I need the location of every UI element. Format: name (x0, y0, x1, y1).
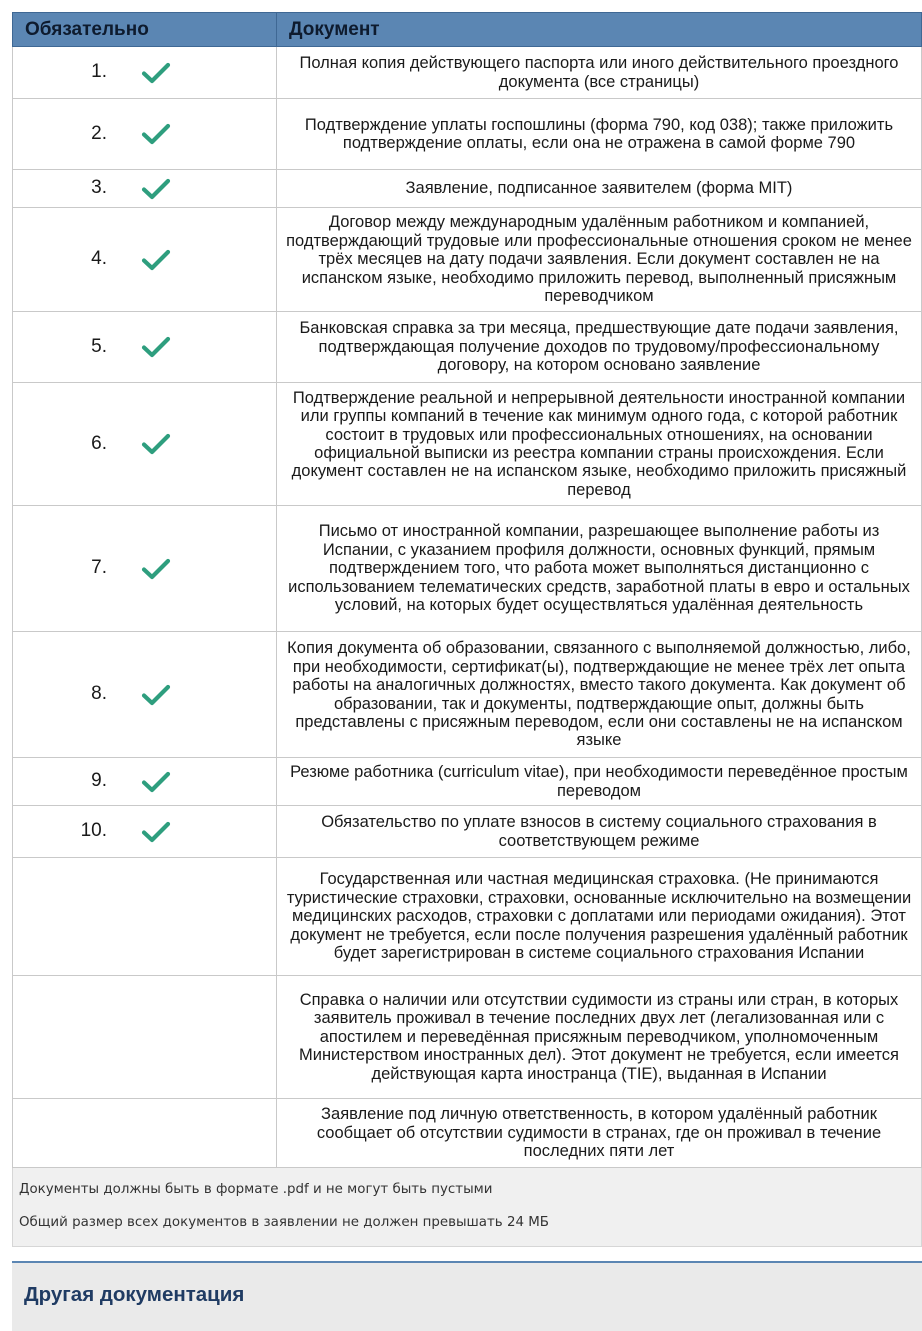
table-row (13, 47, 922, 99)
document-description: Справка о наличии или отсутствии судимости из страны или стран, в которых заявитель проживал в течение последних двух лет (легализованная или с апостилем и переведённая присяжным переводчиком, уполномоченным Министерством иностранных дел). Этот документ не требуется, если имеется действующая карта иностранца (TIE), выданная в Испании (277, 976, 922, 1099)
row-number: 3. (91, 177, 107, 199)
table-row (13, 806, 922, 858)
mandatory-cell (13, 99, 277, 170)
checkmark-icon (141, 820, 171, 844)
note-format: Документы должны быть в формате .pdf и не могут быть пустыми (19, 1182, 493, 1197)
document-description: Государственная или частная медицинская страховка. (Не принимаются туристические страховки, страховки, основанные исключительно на возмещении медицинских расходов, страховки с доплатами или периодами ожидания). Этот документ не требуется, если после получения разрешения удалённый работник будет зарегистрирован в системе социального страхования Испании (277, 858, 922, 976)
document-description: Полная копия действующего паспорта или иного действительного проездного документа (все страницы) (277, 47, 922, 99)
table-row (13, 1099, 922, 1168)
row-number: 8. (91, 683, 107, 705)
table-row (13, 858, 922, 976)
mandatory-cell (13, 1099, 277, 1168)
document-description: Резюме работника (curriculum vitae), при необходимости переведённое простым переводом (277, 758, 922, 806)
document-description: Заявление, подписанное заявителем (форма MIT) (277, 170, 922, 208)
checkmark-icon (141, 177, 171, 201)
checkmark-icon (141, 122, 171, 146)
document-description: Копия документа об образовании, связанного с выполняемой должностью, либо, при необходимости, сертификат(ы), подтверждающие не менее трёх лет опыта работы на аналогичных должностях, вместо такого документа. Как документ об образовании, так и документы, подтверждающие опыт, должны быть представлены с присяжным переводом, если они составлены не на испанском языке (277, 632, 922, 758)
document-description: Заявление под личную ответственность, в котором удалённый работник сообщает об отсутствии судимости в странах, где он проживал в течение последних пяти лет (277, 1099, 922, 1168)
table-row (13, 170, 922, 208)
mandatory-cell (13, 208, 277, 312)
mandatory-cell (13, 632, 277, 758)
mandatory-cell (13, 47, 277, 99)
table-row (13, 758, 922, 806)
other-documentation-section[interactable] (12, 1261, 922, 1331)
table-row (13, 383, 922, 506)
mandatory-cell (13, 506, 277, 632)
mandatory-cell (13, 758, 277, 806)
row-number: 7. (91, 557, 107, 579)
mandatory-cell (13, 976, 277, 1099)
table-row (13, 976, 922, 1099)
checkmark-icon (141, 683, 171, 707)
row-number: 10. (80, 820, 107, 842)
table-row (13, 506, 922, 632)
checkmark-icon (141, 557, 171, 581)
checkmark-icon (141, 770, 171, 794)
notes-box (12, 1168, 922, 1247)
header-document: Документ (277, 13, 922, 47)
section-title: Другая документация (24, 1283, 245, 1306)
document-description: Обязательство по уплате взносов в систему социального страхования в соответствующем режиме (277, 806, 922, 858)
note-size: Общий размер всех документов в заявлении не должен превышать 24 МБ (19, 1215, 549, 1230)
document-description: Банковская справка за три месяца, предшествующие дате подачи заявления, подтверждающая получение доходов по трудовому/профессиональному договору, на котором основано заявление (277, 312, 922, 383)
mandatory-cell (13, 312, 277, 383)
document-description: Договор между международным удалённым работником и компанией, подтверждающий трудовые или профессиональные отношения сроком не менее трёх месяцев на дату подачи заявления. Если документ составлен не на испанском языке, необходимо приложить перевод, выполненный присяжным переводчиком (277, 208, 922, 312)
row-number: 4. (91, 248, 107, 270)
documents-panel (12, 12, 922, 1247)
row-number: 9. (91, 770, 107, 792)
header-mandatory: Обязательно (13, 13, 277, 47)
row-number: 2. (91, 122, 107, 144)
document-description: Подтверждение уплаты госпошлины (форма 790, код 038); также приложить подтверждение оплаты, если она не отражена в самой форме 790 (277, 99, 922, 170)
mandatory-cell (13, 806, 277, 858)
mandatory-cell (13, 170, 277, 208)
row-number: 1. (91, 61, 107, 83)
document-description: Письмо от иностранной компании, разрешающее выполнение работы из Испании, с указанием профиля должности, основных функций, прямым подтверждением того, что работа может выполняться дистанционно с использованием телематических средств, заработной платы в евро и остальных условий, на которых будет осуществляться удалённая деятельность (277, 506, 922, 632)
row-number: 5. (91, 335, 107, 357)
table-row (13, 632, 922, 758)
table-row (13, 208, 922, 312)
mandatory-cell (13, 858, 277, 976)
table-row (13, 99, 922, 170)
document-description: Подтверждение реальной и непрерывной деятельности иностранной компании или группы компаний в течение как минимум одного года, с которой работник состоит в трудовых или профессиональных отношениях, на основании официальной выписки из реестра компании страны происхождения. Если документ составлен не на испанском языке, необходимо приложить присяжный перевод (277, 383, 922, 506)
documents-table (12, 12, 922, 1168)
mandatory-cell (13, 383, 277, 506)
row-number: 6. (91, 432, 107, 454)
table-header-row (13, 13, 922, 47)
table-row (13, 312, 922, 383)
checkmark-icon (141, 432, 171, 456)
checkmark-icon (141, 335, 171, 359)
checkmark-icon (141, 248, 171, 272)
checkmark-icon (141, 61, 171, 85)
